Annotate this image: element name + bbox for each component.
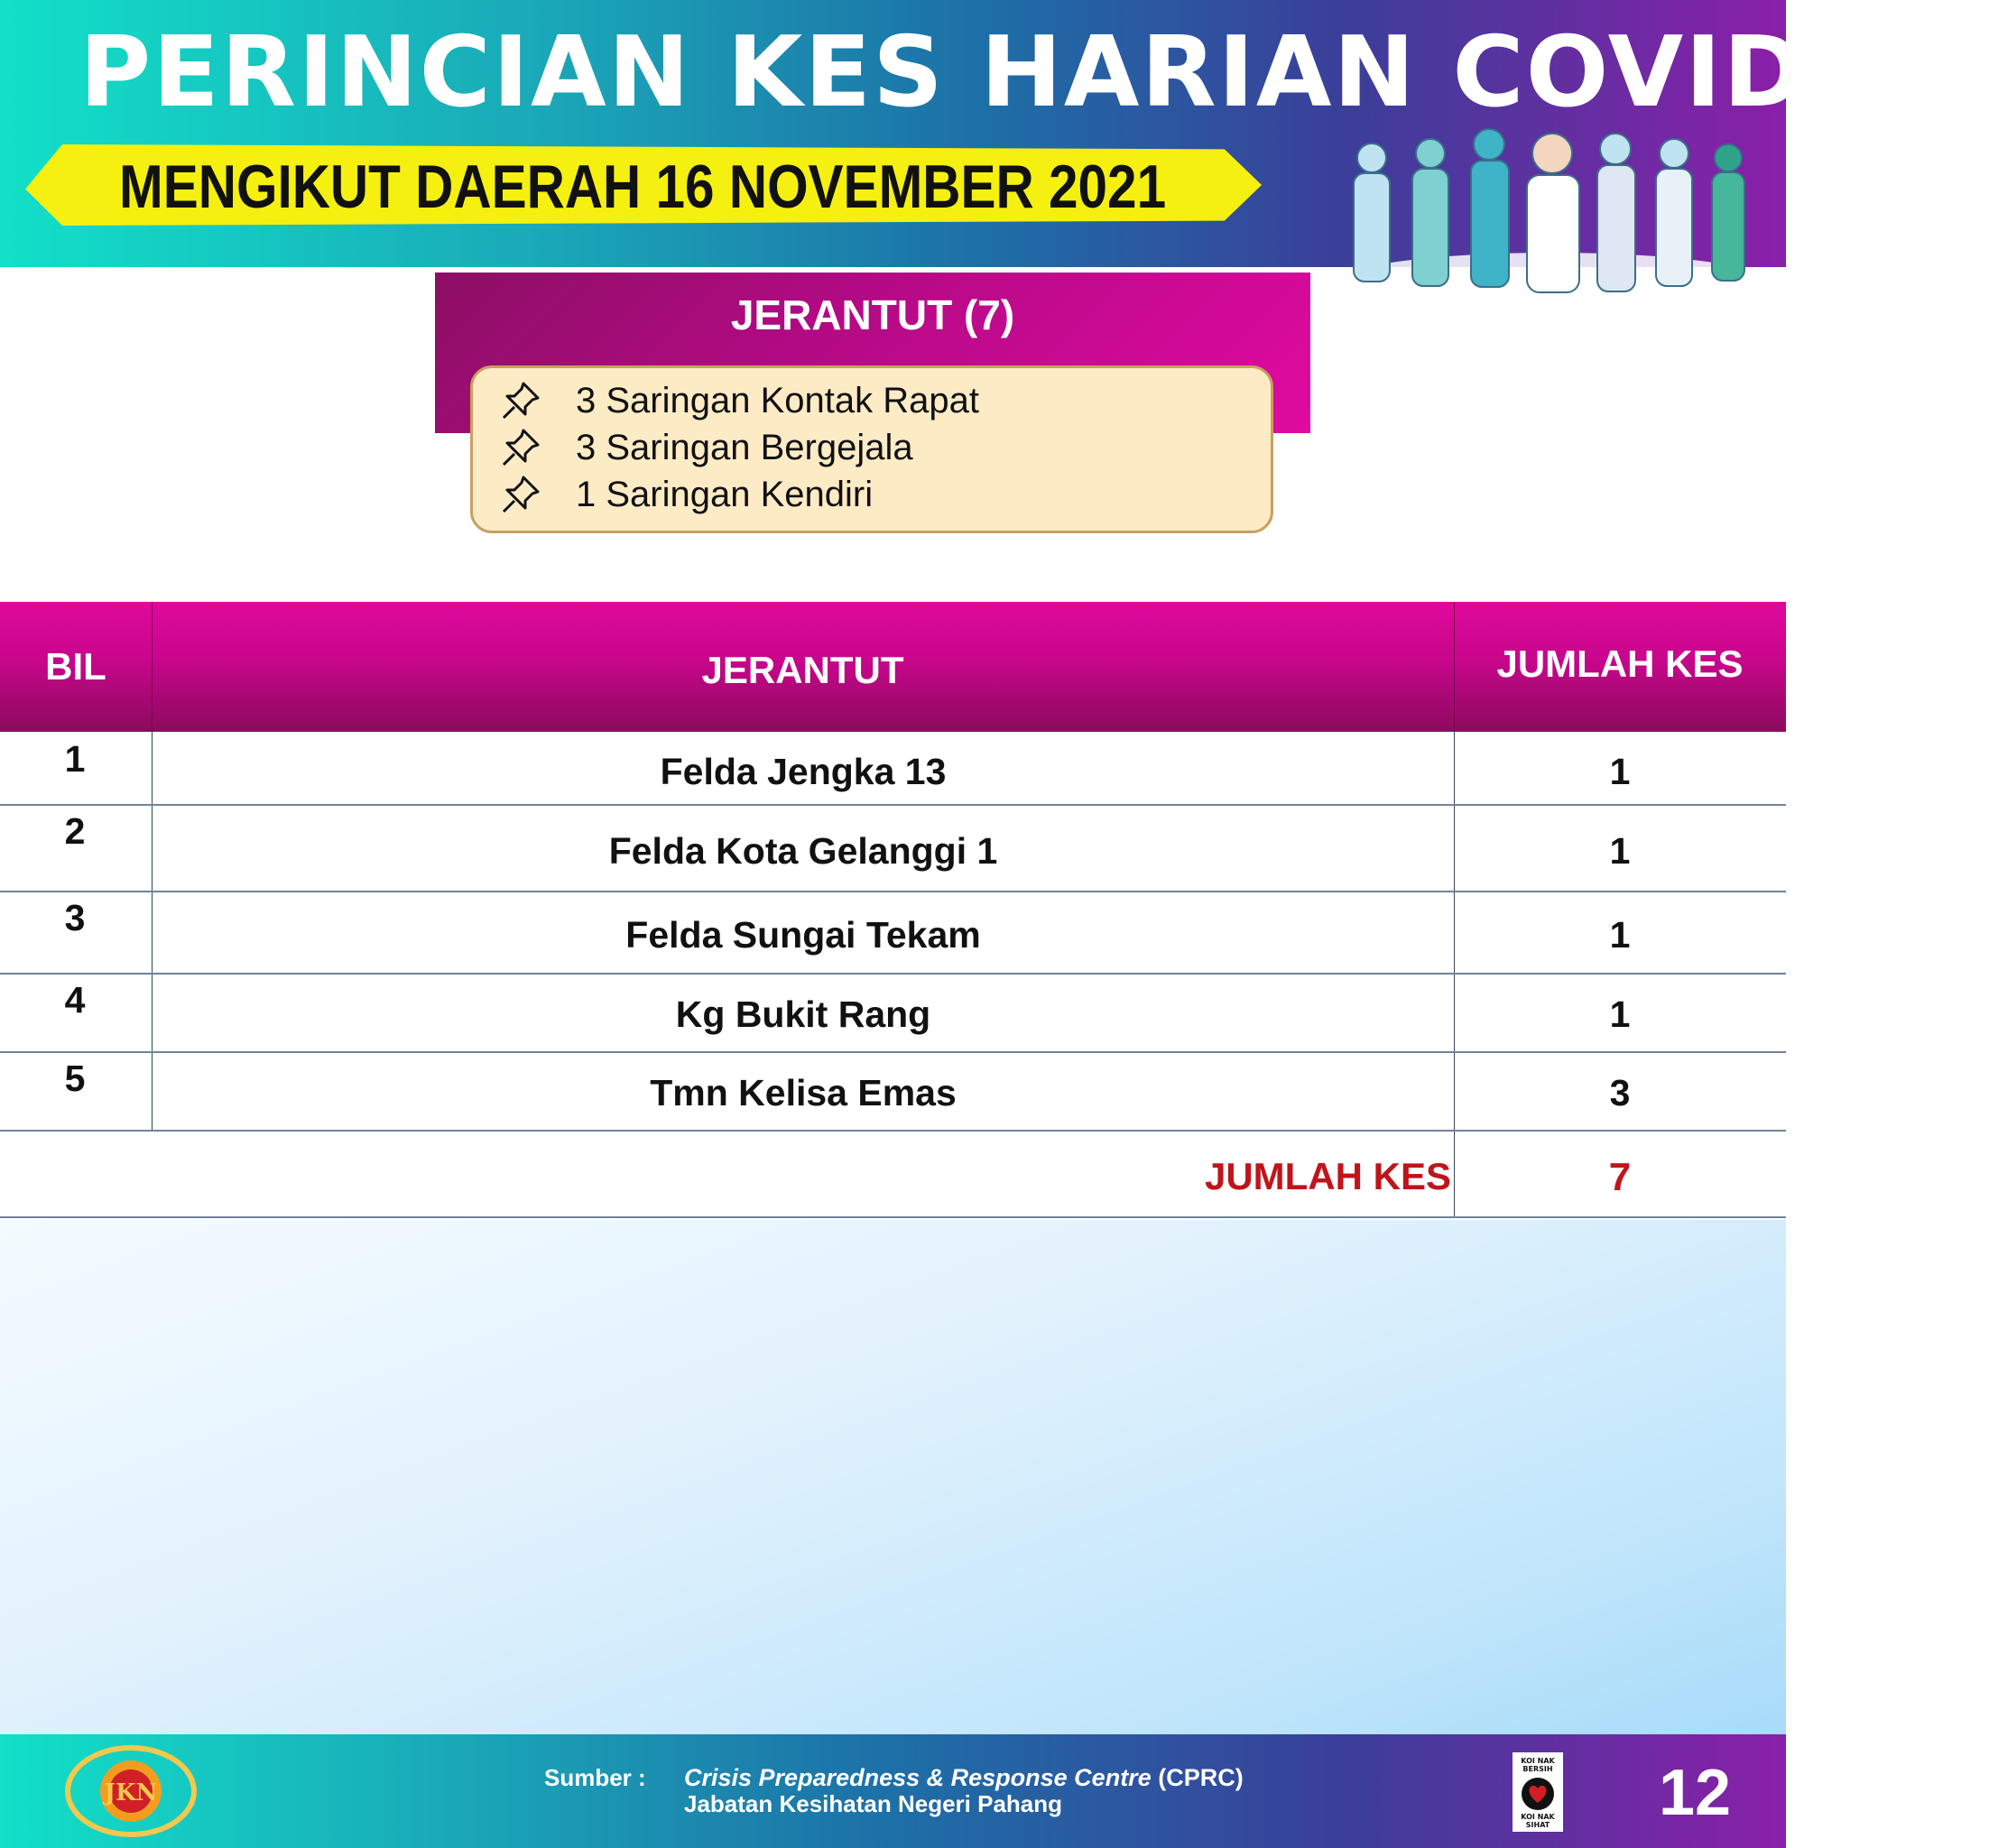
source-department: Jabatan Kesihatan Negeri Pahang [684,1790,1063,1817]
row-cases: 3 [1609,1072,1631,1113]
jkn-logo [54,1742,208,1841]
column-header-cases: JUMLAH KES [1496,642,1744,685]
row-bil: 3 [64,897,86,938]
total-value: 7 [1608,1155,1632,1199]
svg-text:JKN: JKN [104,1779,158,1806]
row-location: Kg Bukit Rang [675,993,931,1035]
row-bil: 1 [64,738,86,780]
note-text: 3 Saringan Kontak Rapat [576,380,979,420]
page-subtitle: MENGIKUT DAERAH 16 NOVEMBER 2021 [119,152,1167,221]
source-organisation: Crisis Preparedness & Response Centre (CPRC) [684,1764,1244,1791]
column-header-bil: BIL [45,645,106,688]
page-number: 12 [1659,1757,1732,1829]
column-header-location: JERANTUT [701,649,904,691]
row-location: Felda Kota Gelanggi 1 [608,830,998,872]
row-cases: 1 [1609,993,1631,1035]
list-item [498,377,979,424]
page-title: PERINCIAN KES HARIAN COVID-19 [79,16,1989,129]
row-bil: 4 [64,979,86,1021]
svg-text:KOI NAKBERSIH: KOI NAK BERSIH [1521,1757,1555,1773]
row-location: Felda Sungai Tekam [625,914,981,956]
row-location: Felda Jengka 13 [660,751,947,792]
district-title: JERANTUT (7) [730,291,1015,338]
pushpin-icon [498,425,543,470]
row-cases: 1 [1609,751,1631,792]
row-cases: 1 [1609,830,1631,872]
row-bil: 5 [64,1058,86,1099]
pushpin-icon [498,472,543,517]
heart-icon [1513,1752,1563,1832]
table-header [0,602,1786,732]
note-text: 1 Saringan Kendiri [576,474,874,514]
list-item [498,471,873,518]
list-item [498,424,913,471]
row-bil: 2 [64,810,86,852]
koi-nak-sihat-badge [1513,1752,1563,1832]
row-location: Tmn Kelisa Emas [650,1072,957,1113]
source-label: Sumber : [544,1764,646,1791]
total-label: JUMLAH KES [1204,1155,1451,1197]
background-panel [0,1220,1786,1734]
healthcare-workers-illustration [1327,117,1778,298]
svg-text:KOI NAKSIHAT: KOI NAK SIHAT [1521,1813,1555,1829]
row-cases: 1 [1609,914,1631,956]
note-text: 3 Saringan Bergejala [576,427,913,467]
pushpin-icon [498,378,543,423]
